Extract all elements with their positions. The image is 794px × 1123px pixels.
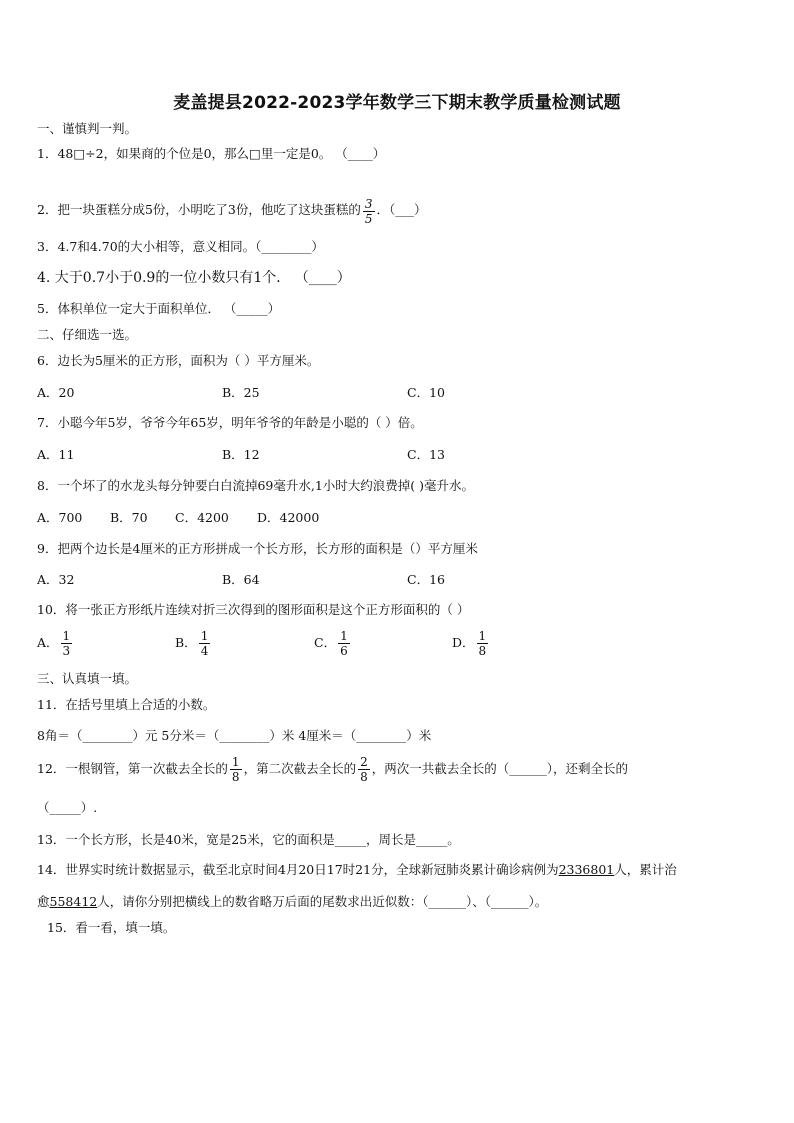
question-14-text-3: 愈: [37, 894, 50, 909]
fraction-numerator: 1: [340, 629, 348, 643]
question-14-text-4: 人，请你分别把横线上的数省略万后面的尾数求出近似数：（______）、（______）。: [97, 894, 548, 909]
option-label: C．: [314, 635, 337, 650]
section-heading-3: 三、认真填一填。: [37, 671, 138, 686]
question-11: 11．在括号里填上合适的小数。: [37, 697, 216, 712]
q7-option-c[interactable]: C．13: [407, 447, 445, 462]
option-label: D．: [452, 635, 475, 650]
q8-option-c[interactable]: C．4200: [175, 510, 229, 525]
question-12-fraction-2: [358, 756, 370, 783]
question-14-text-1: 14．世界实时统计数据显示，截至北京时间4月20日17时21分，全球新冠肺炎累计确诊病例为: [37, 862, 559, 877]
question-4: 4. 大于0.7小于0.9的一位小数只有1个． （____）: [37, 270, 351, 286]
q8-option-d[interactable]: D．42000: [257, 510, 320, 525]
q8-option-b[interactable]: B．70: [110, 510, 148, 525]
q6-option-c[interactable]: C．10: [407, 385, 445, 400]
question-12-text-1: 12．一根钢管，第一次截去全长的: [37, 761, 228, 776]
question-14: [37, 864, 677, 877]
fraction-denominator: 4: [200, 644, 209, 658]
q9-option-a[interactable]: A．32: [37, 572, 75, 587]
fraction-denominator: 5: [364, 212, 373, 226]
question-12-continued: （_____）.: [37, 800, 98, 815]
question-13: 13．一个长方形，长是40米，宽是25米，它的面积是_____，周长是_____。: [37, 832, 460, 847]
fraction-denominator: 3: [62, 644, 71, 658]
question-3: 3．4.7和4.70的大小相等，意义相同。（________）: [37, 239, 324, 254]
fraction-denominator: 8: [360, 770, 368, 784]
fraction-numerator: 3: [364, 197, 373, 211]
q10-option-b[interactable]: [175, 630, 212, 657]
option-fraction: [338, 630, 350, 657]
question-14-text-2: 人，累计治: [614, 862, 677, 877]
q10-option-a[interactable]: [37, 630, 74, 657]
question-14-continued: [37, 896, 547, 909]
option-label: A．: [37, 635, 59, 650]
question-15: 15．看一看，填一填。: [47, 920, 176, 935]
fraction-denominator: 8: [478, 644, 487, 658]
q7-option-b[interactable]: B．12: [222, 447, 260, 462]
q10-option-d[interactable]: [452, 630, 490, 657]
page-title: 麦盖提县2022-2023学年数学三下期末教学质量检测试题: [173, 93, 621, 113]
question-6: 6．边长为5厘米的正方形，面积为（ ）平方厘米。: [37, 353, 320, 368]
question-14-number-1: 2336801: [558, 862, 615, 877]
q9-option-c[interactable]: C．16: [407, 572, 445, 587]
question-2: [37, 198, 427, 225]
question-9: 9．把两个边长是4厘米的正方形拼成一个长方形，长方形的面积是（）平方厘米: [37, 541, 478, 556]
question-7: 7．小聪今年5岁，爷爷今年65岁，明年爷爷的年龄是小聪的（ ）倍。: [37, 415, 423, 430]
q9-option-b[interactable]: B．64: [222, 572, 260, 587]
option-label: B．: [175, 635, 197, 650]
question-10: 10．将一张正方形纸片连续对折三次得到的图形面积是这个正方形面积的（ ）: [37, 602, 470, 617]
fraction-denominator: 8: [231, 770, 240, 784]
section-heading-2: 二、仔细选一选。: [37, 327, 138, 342]
question-12-text-2: ，第二次截去全长的: [243, 761, 357, 776]
q7-option-a[interactable]: A．11: [37, 447, 75, 462]
question-8: 8．一个坏了的水龙头每分钟要白白流掉69毫升水,1小时大约浪费掉( )毫升水。: [37, 478, 475, 493]
question-5: 5．体积单位一定大于面积单位． （_____）: [37, 301, 281, 316]
q6-option-b[interactable]: B．25: [222, 385, 260, 400]
question-1: 1．48□÷2，如果商的个位是0，那么□里一定是0。 （____）: [37, 146, 386, 161]
question-2-answer: ．（___）: [376, 202, 427, 217]
option-fraction: [477, 630, 489, 657]
fraction-numerator: 2: [360, 755, 368, 769]
question-2-fraction: [363, 198, 375, 225]
fraction-numerator: 1: [231, 755, 240, 769]
option-fraction: [61, 630, 73, 657]
fraction-numerator: 1: [62, 629, 71, 643]
option-fraction: [199, 630, 211, 657]
q8-option-a[interactable]: A．700: [37, 510, 83, 525]
question-12-fraction-1: [230, 756, 242, 783]
fraction-numerator: 1: [200, 629, 209, 643]
question-2-text: 2．把一块蛋糕分成5份，小明吃了3份，他吃了这块蛋糕的: [37, 202, 361, 217]
fraction-denominator: 6: [340, 644, 348, 658]
question-11-blanks: 8角＝（________）元 5分米＝（________）米 4厘米＝（________）米: [37, 728, 432, 743]
q6-option-a[interactable]: A．20: [37, 385, 75, 400]
fraction-numerator: 1: [478, 629, 487, 643]
question-14-number-2: 558412: [49, 894, 98, 909]
q10-option-c[interactable]: [314, 630, 352, 657]
section-heading-1: 一、谨慎判一判。: [37, 121, 138, 136]
question-12-text-3: ，两次一共截去全长的（______），还剩全长的: [371, 761, 628, 776]
question-12: [37, 756, 628, 783]
